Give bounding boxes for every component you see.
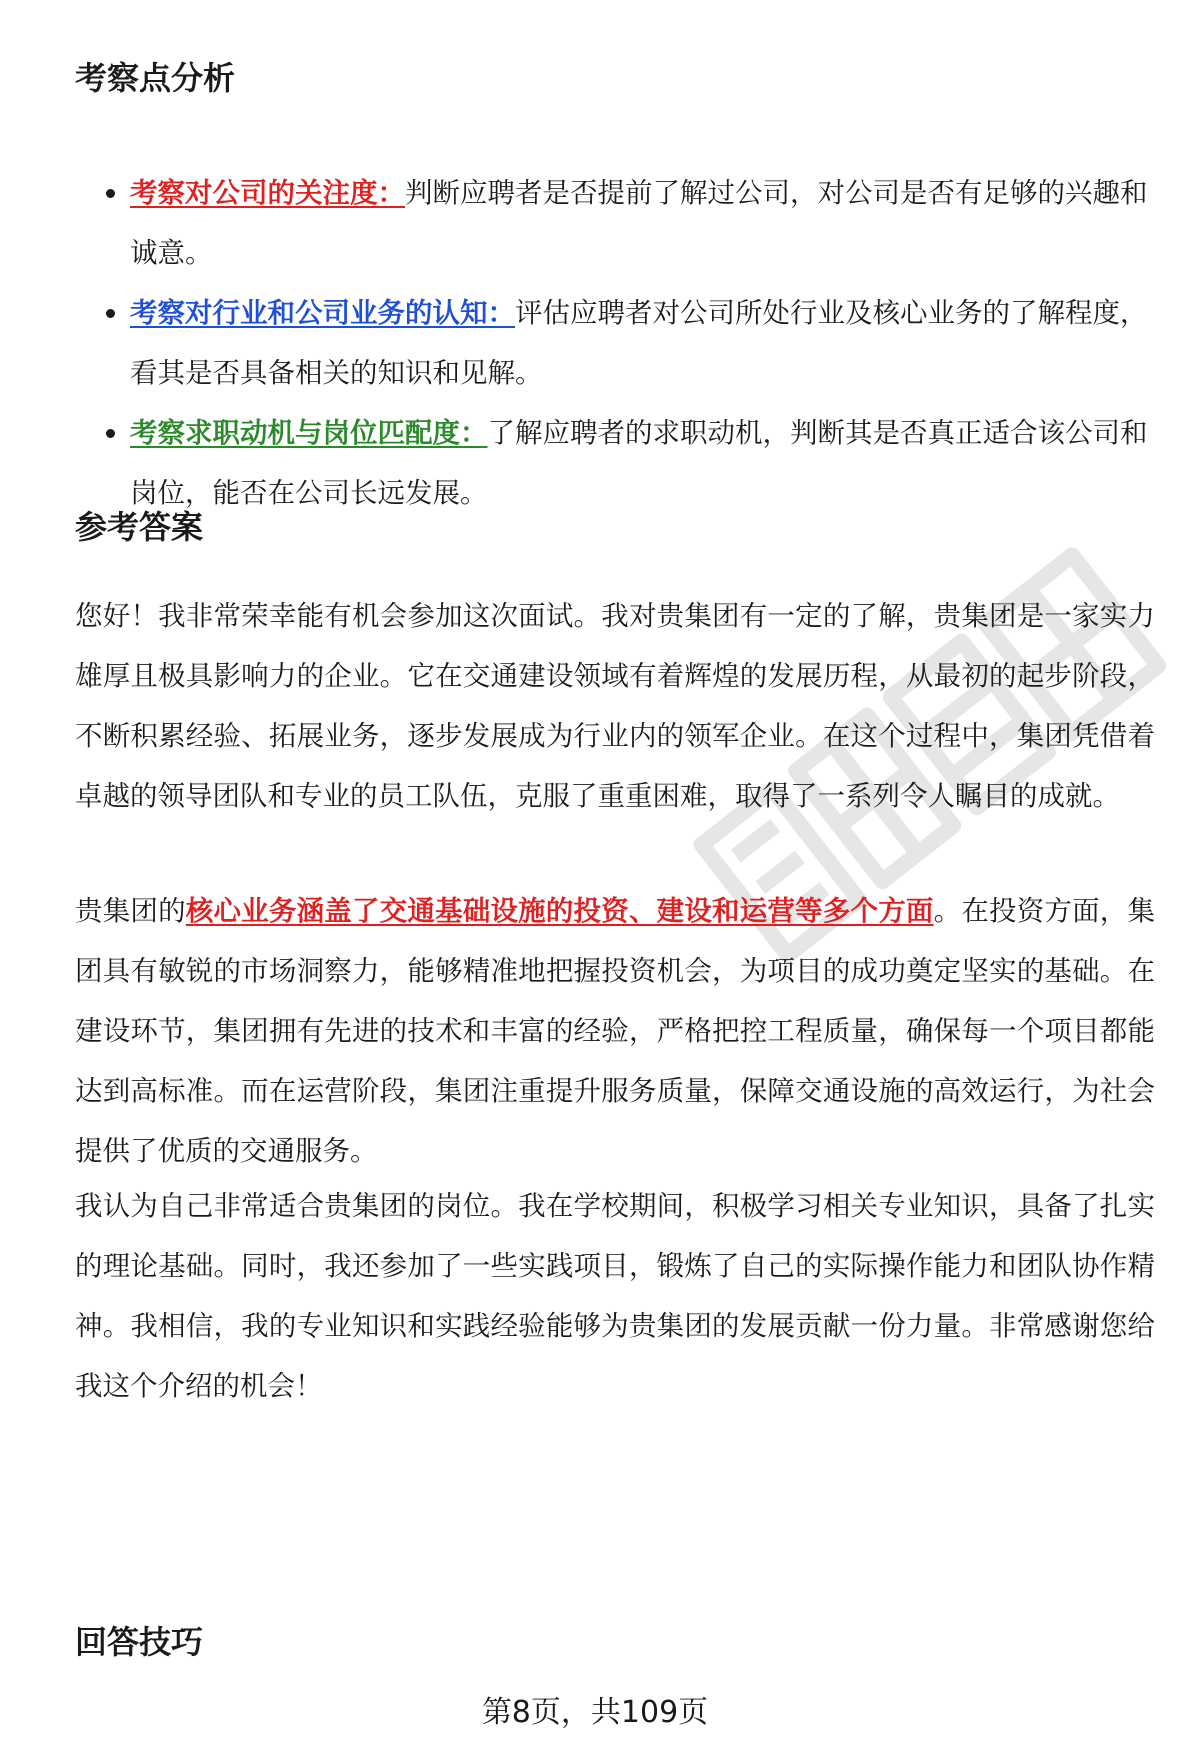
answer-paragraph-1: 您好！我非常荣幸能有机会参加这次面试。我对贵集团有一定的了解，贵集团是一家实力雄厚且极具影响力的企业。它在交通建设领域有着辉煌的发展历程，从最初的起步阶段，不断积累经验、拓展业务，逐步发展成为行业内的领军企业。在这个过程中，集团凭借着卓越的领导团队和专业的员工队伍，克服了重重困难，取得了一系列令人瞩目的成就。 bbox=[75, 600, 1155, 812]
bullet-icon bbox=[106, 189, 115, 198]
analysis-item-keyword: 考察对公司的关注度： bbox=[130, 177, 405, 209]
answer-p2-rest: 。在投资方面，集团具有敏锐的市场洞察力，能够精准地把握投资机会，为项目的成功奠定坚实的基础。在建设环节，集团拥有先进的技术和丰富的经验，严格把控工程质量，确保每一个项目都能达到高标准。而在运营阶段，集团注重提升服务质量，保障交通设施的高效运行，为社会提供了优质的交通服务。 bbox=[75, 895, 1156, 1167]
section-title-tips: 回答技巧 bbox=[75, 1623, 204, 1661]
answer-p2-prefix: 贵集团的 bbox=[75, 895, 186, 927]
answer-paragraph-3: 我认为自己非常适合贵集团的岗位。我在学校期间，积极学习相关专业知识，具备了扎实的理论基础。同时，我还参加了一些实践项目，锻炼了自己的实际操作能力和团队协作精神。我相信，我的专业知识和实践经验能够为贵集团的发展贡献一份力量。非常感谢您给我这个介绍的机会！ bbox=[75, 1190, 1155, 1402]
bullet-icon bbox=[106, 309, 115, 318]
section-title-answer: 参考答案 bbox=[75, 508, 204, 546]
answer-p2-highlight: 核心业务涵盖了交通基础设施的投资、建设和运营等多个方面 bbox=[185, 895, 934, 927]
analysis-item bbox=[100, 163, 1160, 283]
analysis-item-text: 了解应聘者的求职动机，判断其是否真正适合该公司和岗位，能否在公司长远发展。 bbox=[130, 417, 1148, 509]
analysis-item bbox=[100, 403, 1160, 523]
page-number: 第8页，共109页 bbox=[481, 1695, 709, 1730]
section-title-analysis: 考察点分析 bbox=[75, 59, 236, 97]
analysis-item-text: 判断应聘者是否提前了解过公司，对公司是否有足够的兴趣和诚意。 bbox=[130, 177, 1148, 269]
analysis-item-keyword: 考察对行业和公司业务的认知： bbox=[130, 297, 515, 329]
answer-paragraph-2 bbox=[75, 881, 1155, 1181]
analysis-item-text: 评估应聘者对公司所处行业及核心业务的了解程度，看其是否具备相关的知识和见解。 bbox=[130, 297, 1148, 389]
analysis-list bbox=[100, 163, 1160, 523]
bullet-icon bbox=[106, 429, 115, 438]
analysis-item-keyword: 考察求职动机与岗位匹配度： bbox=[130, 417, 488, 449]
analysis-item bbox=[100, 283, 1160, 403]
